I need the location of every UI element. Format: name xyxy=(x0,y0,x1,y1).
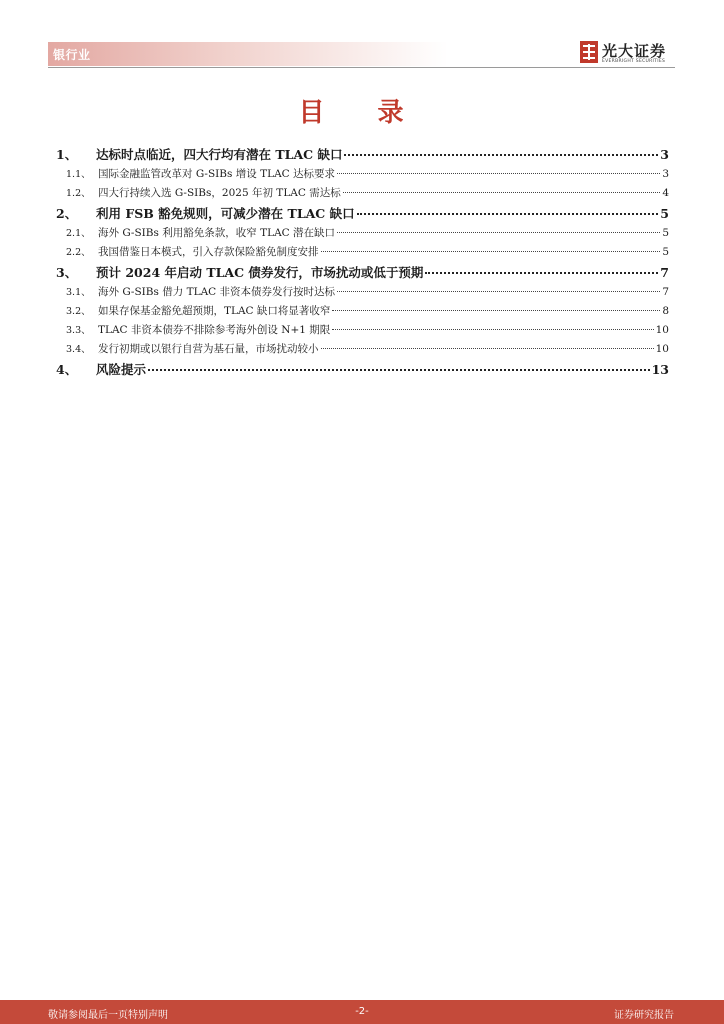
toc-entry-title: 风险提示 xyxy=(96,362,147,377)
toc-entry-number: 3.2、 xyxy=(66,306,91,317)
toc-entry-page: 4 xyxy=(662,187,669,199)
toc-entry-number: 3、 xyxy=(56,265,78,280)
toc-entry-page: 7 xyxy=(660,265,669,280)
footer-disclaimer-note: 敬请参阅最后一页特别声明 xyxy=(48,1010,168,1021)
toc-entry-title: TLAC 非资本债券不排除参考海外创设 N+1 期限 xyxy=(98,324,331,336)
toc-entry-page: 13 xyxy=(651,362,669,377)
toc-entry-number: 4、 xyxy=(56,362,78,377)
toc-entry-title: 预计 2024 年启动 TLAC 债券发行，市场扰动或低于预期 xyxy=(96,265,424,280)
toc-entry-page: 5 xyxy=(662,227,669,239)
toc-entry-title: 国际金融监管改革对 G-SIBs 增设 TLAC 达标要求 xyxy=(98,168,336,180)
toc-entry-page: 8 xyxy=(662,305,669,317)
toc-leader-dots xyxy=(357,213,659,215)
toc-entry[interactable] xyxy=(56,302,669,321)
toc-entry-title: 海外 G-SIBs 利用豁免条款，收窄 TLAC 潜在缺口 xyxy=(98,227,336,239)
toc-entry-title: 发行初期或以银行自营为基石量，市场扰动较小 xyxy=(98,343,319,355)
toc-entry-page: 3 xyxy=(660,147,669,162)
toc-entry-title: 利用 FSB 豁免规则，可减少潜在 TLAC 缺口 xyxy=(96,206,355,221)
page-number: -2- xyxy=(355,1006,369,1017)
toc-entry-number: 2.1、 xyxy=(66,228,91,239)
toc-entry-page: 10 xyxy=(655,324,669,336)
toc-entry[interactable] xyxy=(56,165,669,184)
toc-entry-page: 3 xyxy=(662,168,669,180)
toc-entry-title: 达标时点临近，四大行均有潜在 TLAC 缺口 xyxy=(96,147,343,162)
footer-report-type: 证券研究报告 xyxy=(614,1010,674,1021)
toc-entry-number: 2、 xyxy=(56,206,78,221)
toc-entry-page: 7 xyxy=(662,286,669,298)
page-title: 目 录 xyxy=(298,98,426,128)
industry-label: 银行业 xyxy=(53,48,91,62)
toc-leader-dots xyxy=(332,329,653,330)
header-band xyxy=(48,42,448,66)
toc-entry-number: 2.2、 xyxy=(66,247,91,258)
toc-leader-dots xyxy=(337,232,660,233)
toc-entry-title: 海外 G-SIBs 借力 TLAC 非资本债券发行按时达标 xyxy=(98,286,336,298)
toc-leader-dots xyxy=(321,348,654,349)
toc-leader-dots xyxy=(343,192,661,193)
toc-entry[interactable] xyxy=(56,340,669,359)
toc-entry-number: 1.2、 xyxy=(66,188,91,199)
toc-leader-dots xyxy=(425,272,658,274)
toc-entry-title: 如果存保基金豁免超预期，TLAC 缺口将显著收窄 xyxy=(98,305,331,317)
logo-name-en: EVERBRIGHT SECURITIES xyxy=(602,59,666,64)
toc-entry-page: 5 xyxy=(662,246,669,258)
toc-entry-title: 四大行持续入选 G-SIBs，2025 年初 TLAC 需达标 xyxy=(98,187,341,199)
toc-entry[interactable] xyxy=(56,321,669,340)
toc-entry[interactable] xyxy=(56,203,669,224)
toc-leader-dots xyxy=(148,369,650,371)
toc-entry-number: 3.4、 xyxy=(66,344,91,355)
table-of-contents xyxy=(56,144,669,380)
toc-entry-number: 3.1、 xyxy=(66,287,91,298)
logo-name-cn: 光大证券 xyxy=(602,42,667,60)
toc-entry-number: 1、 xyxy=(56,147,78,162)
toc-entry[interactable] xyxy=(56,184,669,203)
toc-entry-number: 1.1、 xyxy=(66,169,91,180)
toc-entry-page: 10 xyxy=(655,343,669,355)
toc-leader-dots xyxy=(332,310,660,311)
toc-entry[interactable] xyxy=(56,262,669,283)
brand-logo xyxy=(580,38,680,68)
toc-entry[interactable] xyxy=(56,224,669,243)
toc-entry[interactable] xyxy=(56,144,669,165)
toc-leader-dots xyxy=(337,173,660,174)
toc-entry-page: 5 xyxy=(660,206,669,221)
toc-entry-number: 3.3、 xyxy=(66,325,91,336)
everbright-logo-icon xyxy=(580,41,598,63)
toc-leader-dots xyxy=(337,291,660,292)
toc-entry[interactable] xyxy=(56,359,669,380)
toc-entry[interactable] xyxy=(56,243,669,262)
toc-leader-dots xyxy=(344,154,658,156)
toc-entry-title: 我国借鉴日本模式，引入存款保险豁免制度安排 xyxy=(98,246,319,258)
toc-entry[interactable] xyxy=(56,283,669,302)
toc-leader-dots xyxy=(321,251,661,252)
